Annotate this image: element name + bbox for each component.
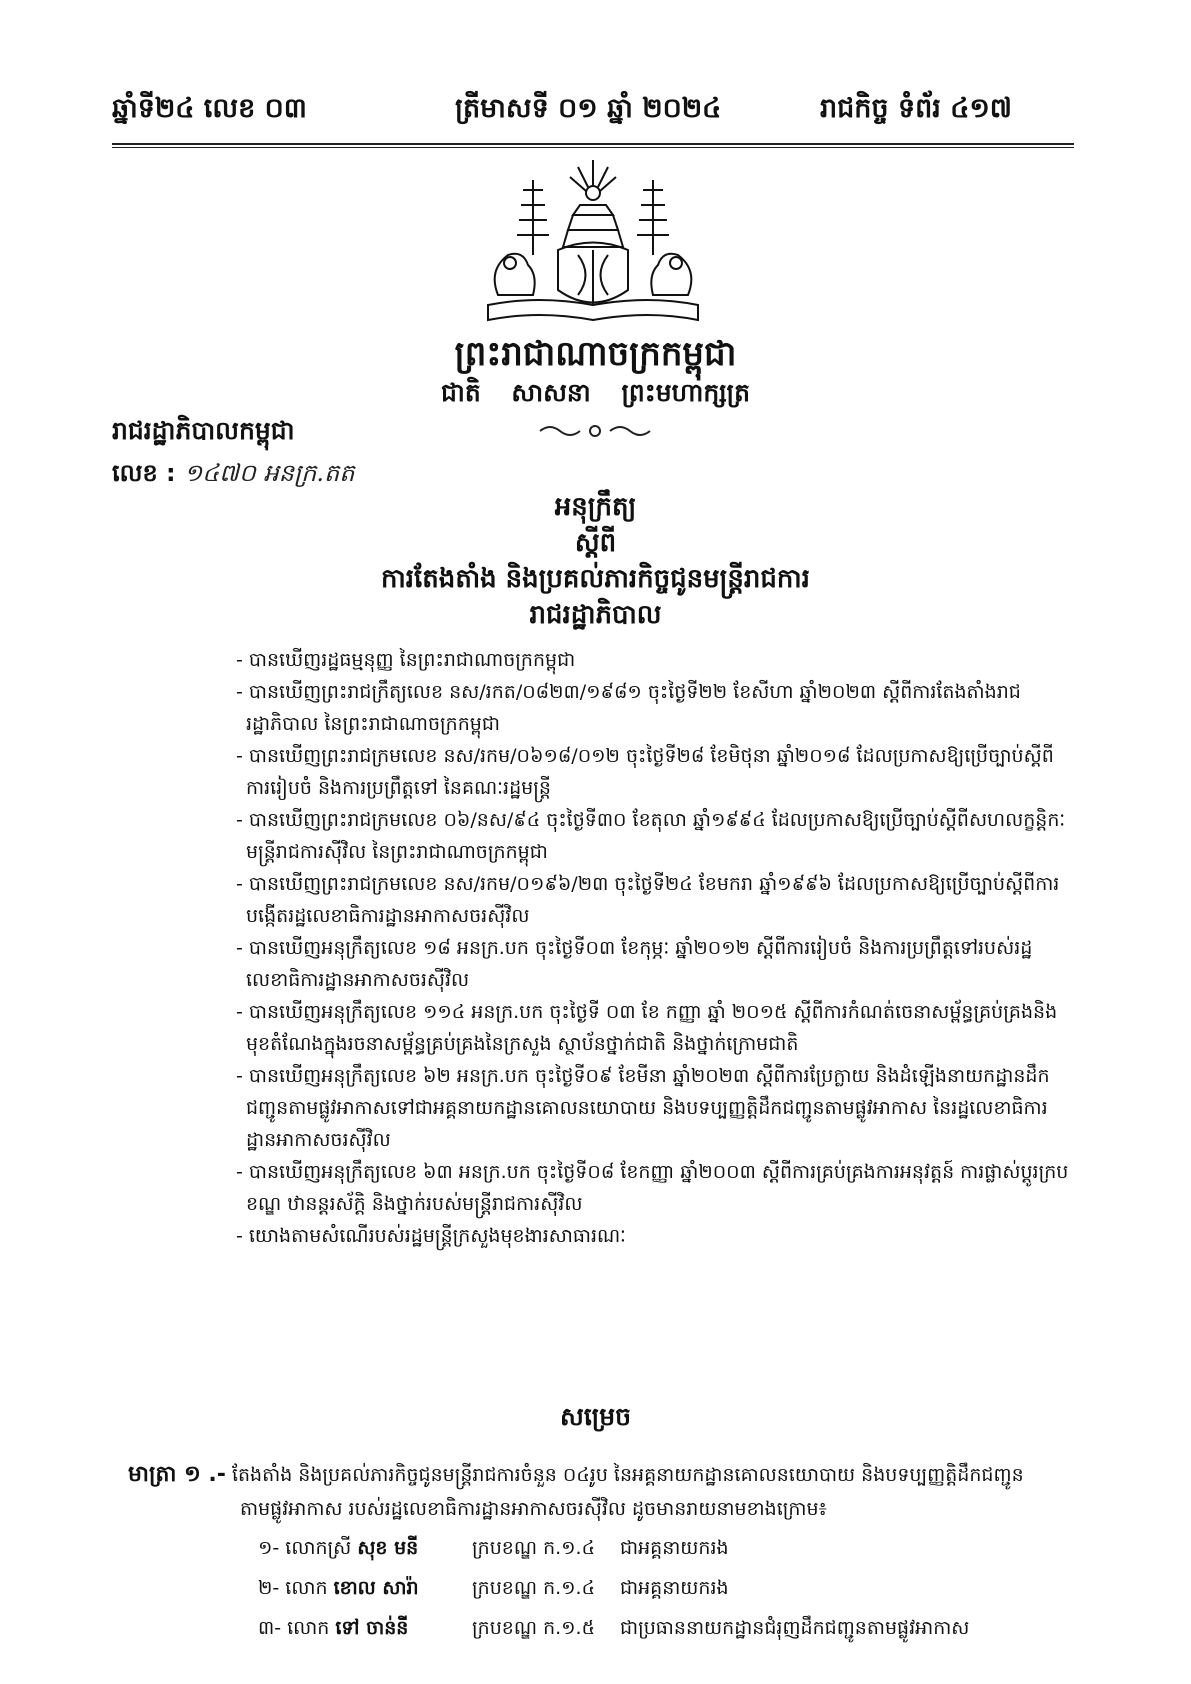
document-authority: រាជរដ្ឋាភិបាល	[529, 600, 662, 630]
appointee-number: ៣-	[258, 1617, 282, 1639]
appointee-rank: ក្របខណ្ឌ ក.១.៥	[472, 1617, 596, 1639]
appointee-name: ទៅ ចាន់នី	[335, 1617, 409, 1639]
article-text-line2: តាមផ្លូវអាកាស របស់រដ្ឋលេខាធិការដ្ឋានអាកាសចរស៊ីវិល ដូចមានរាយនាមខាងក្រោម៖	[240, 1498, 827, 1520]
list-item: - បានឃើញអនុក្រឹត្យលេខ ១១៤ អនក្រ.បក ចុះថ្ងៃទី ០៣ ខែ កញ្ញា ឆ្នាំ ២០១៥ ស្តីពីការកំណត់ចេនាសម្ព័ន្ធគ្រប់គ្រងនិងមុខតំណែងក្នុងរចនាសម្ព័ន្ធគ្រប់គ្រងនៃក្រសួង ស្ថាប័នថ្នាក់ជាតិ និងថ្នាក់ក្រោមជាតិ	[236, 1001, 1058, 1055]
list-item: - បានឃើញព្រះរាជក្រមលេខ ០៦/នស/៩៤ ចុះថ្ងៃទី៣០ ខែតុលា ឆ្នាំ១៩៩៤ ដែលប្រកាសឱ្យប្រើច្បាប់ស្តីពីសហលក្ខន្តិកៈមន្ត្រីរាជការស៊ីវិល នៃព្រះរាជាណាចក្រកម្ពុជា	[236, 809, 1066, 863]
appointee-post: ជាអគ្គនាយករង	[620, 1577, 729, 1599]
document-about: ស្តីពី	[574, 528, 617, 558]
national-motto: ជាតិ សាសនា ព្រះមហាក្សត្រ	[441, 378, 750, 407]
list-item: - យោងតាមសំណើរបស់រដ្ឋមន្ត្រីក្រសួងមុខងារសាធារណៈ	[236, 1225, 626, 1247]
gazette-quarter: ត្រីមាសទី ០១ ឆ្នាំ ២០២៤	[455, 93, 722, 124]
royal-emblem-icon	[478, 155, 708, 325]
appointee-post: ជាប្រធាននាយកដ្ឋានជំរុញដឹកជញ្ជូនតាមផ្លូវអាកាស	[620, 1617, 970, 1639]
appointee-name: ខោល សារ៉ា	[333, 1577, 419, 1599]
list-item: - បានឃើញព្រះរាជក្រមលេខ នស/រកម/០១៩៦/២៣ ចុះថ្ងៃទី២៤ ខែមករា ឆ្នាំ១៩៩៦ ដែលប្រកាសឱ្យប្រើច្បាប់ស្តីពីការបង្កើតរដ្ឋលេខាធិការដ្ឋានអាកាសចរស៊ីវិល	[236, 873, 1060, 927]
list-item: - បានឃើញអនុក្រឹត្យលេខ ១៨ អនក្រ.បក ចុះថ្ងៃទី០៣ ខែកុម្ភៈ ឆ្នាំ២០១២ ស្តីពីការរៀបចំ និងការប្រព្រឹត្តទៅរបស់រដ្ឋលេខាធិការដ្ឋានអាកាសចរស៊ីវិល	[236, 937, 1033, 991]
list-item: - បានឃើញអនុក្រឹត្យលេខ ៦២ អនក្រ.បក ចុះថ្ងៃទី០៩ ខែមីនា ឆ្នាំ២០២៣ ស្តីពីការប្រែក្លាយ និងដំឡើងនាយកដ្ឋានដឹកជញ្ជូនតាមផ្លូវអាកាសទៅជាអគ្គនាយកដ្ឋានគោលនយោបាយ និងបទប្បញ្ញត្តិដឹកជញ្ជូនតាមផ្លូវអាកាស នៃរដ្ឋលេខាធិការដ្ឋានអាកាសចរស៊ីវិល	[236, 1065, 1050, 1151]
ornament-divider-icon	[535, 420, 655, 442]
appointee-title: លោក	[285, 1577, 328, 1599]
header-divider-thin	[112, 147, 1074, 148]
article-label: មាត្រា ១ .-	[128, 1462, 226, 1487]
appointee-row	[258, 1536, 418, 1564]
considerations-list	[236, 644, 1076, 1252]
list-item: - បានឃើញព្រះរាជក្រមលេខ នស/រកម/០៦១៨/០១២ ចុះថ្ងៃទី២៨ ខែមិថុនា ឆ្នាំ២០១៨ ដែលប្រកាសឱ្យប្រើច្បាប់ស្តីពីការរៀបចំ និងការប្រព្រឹត្តទៅ នៃគណៈរដ្ឋមន្ត្រី	[236, 745, 1054, 799]
list-item: - បានឃើញរដ្ឋធម្មនុញ្ញ នៃព្រះរាជាណាចក្រកម្ពុជា	[236, 649, 576, 671]
appointee-number: ២-	[258, 1577, 280, 1599]
kingdom-title: ព្រះរាជាណាចក្រកម្ពុជា	[454, 334, 737, 374]
appointee-rank: ក្របខណ្ឌ ក.១.៤	[472, 1577, 596, 1599]
list-item: - បានឃើញអនុក្រឹត្យលេខ ៦៣ អនក្រ.បក ចុះថ្ងៃទី០៨ ខែកញ្ញា ឆ្នាំ២០០៣ ស្តីពីការគ្រប់គ្រងការអនុវត្តន៍ ការផ្លាស់ប្តូរក្របខណ្ឌ ឋានន្តរស័ក្តិ និងថ្នាក់របស់មន្ត្រីរាជការស៊ីវិល	[236, 1161, 1069, 1215]
appointee-rank: ក្របខណ្ឌ ក.១.៤	[472, 1537, 596, 1559]
gazette-year-issue: ឆ្នាំទី២៤ លេខ ០៣	[112, 93, 307, 124]
decision-heading: សម្រេច	[560, 1402, 631, 1431]
list-item: - បានឃើញព្រះរាជក្រឹត្យលេខ នស/រកត/០៨២៣/១៩៨១ ចុះថ្ងៃទី២២ ខែសីហា ឆ្នាំ២០២៣ ស្តីពីការតែងតាំងរាជរដ្ឋាភិបាល នៃព្រះរាជាណាចក្រកម្ពុជា	[236, 681, 1021, 735]
issuer: រាជរដ្ឋាភិបាលកម្ពុជា	[112, 416, 295, 445]
reference-label: លេខ :	[112, 459, 176, 487]
appointee-post: ជាអគ្គនាយករង	[620, 1537, 729, 1559]
gazette-page: រាជកិច្ច ទំព័រ ៤១៧	[820, 93, 1012, 124]
appointee-number: ១-	[258, 1537, 280, 1559]
appointee-title: លោក	[287, 1617, 330, 1639]
appointee-title: លោកស្រី	[285, 1537, 352, 1559]
document-subject: ការតែងតាំង និងប្រគល់ភារកិច្ចជូនមន្ត្រីរាជការ	[381, 564, 810, 594]
document-type: អនុក្រឹត្យ	[554, 492, 637, 522]
reference-number	[112, 458, 354, 493]
appointee-row	[258, 1576, 419, 1604]
appointee-row	[258, 1616, 408, 1644]
appointee-name: សុខ មនី	[357, 1537, 419, 1559]
handwritten-reference: ១៤៧០ អនក្រ.តត	[184, 459, 355, 487]
article-1	[128, 1458, 1024, 1492]
header-divider	[112, 143, 1074, 145]
article-text-line1: តែងតាំង និងប្រគល់ភារកិច្ចជូនមន្ត្រីរាជការចំនួន ០៤រូប នៃអគ្គនាយកដ្ឋានគោលនយោបាយ និងបទប្បញ្ញត្តិដឹកជញ្ជូន	[231, 1464, 1024, 1486]
